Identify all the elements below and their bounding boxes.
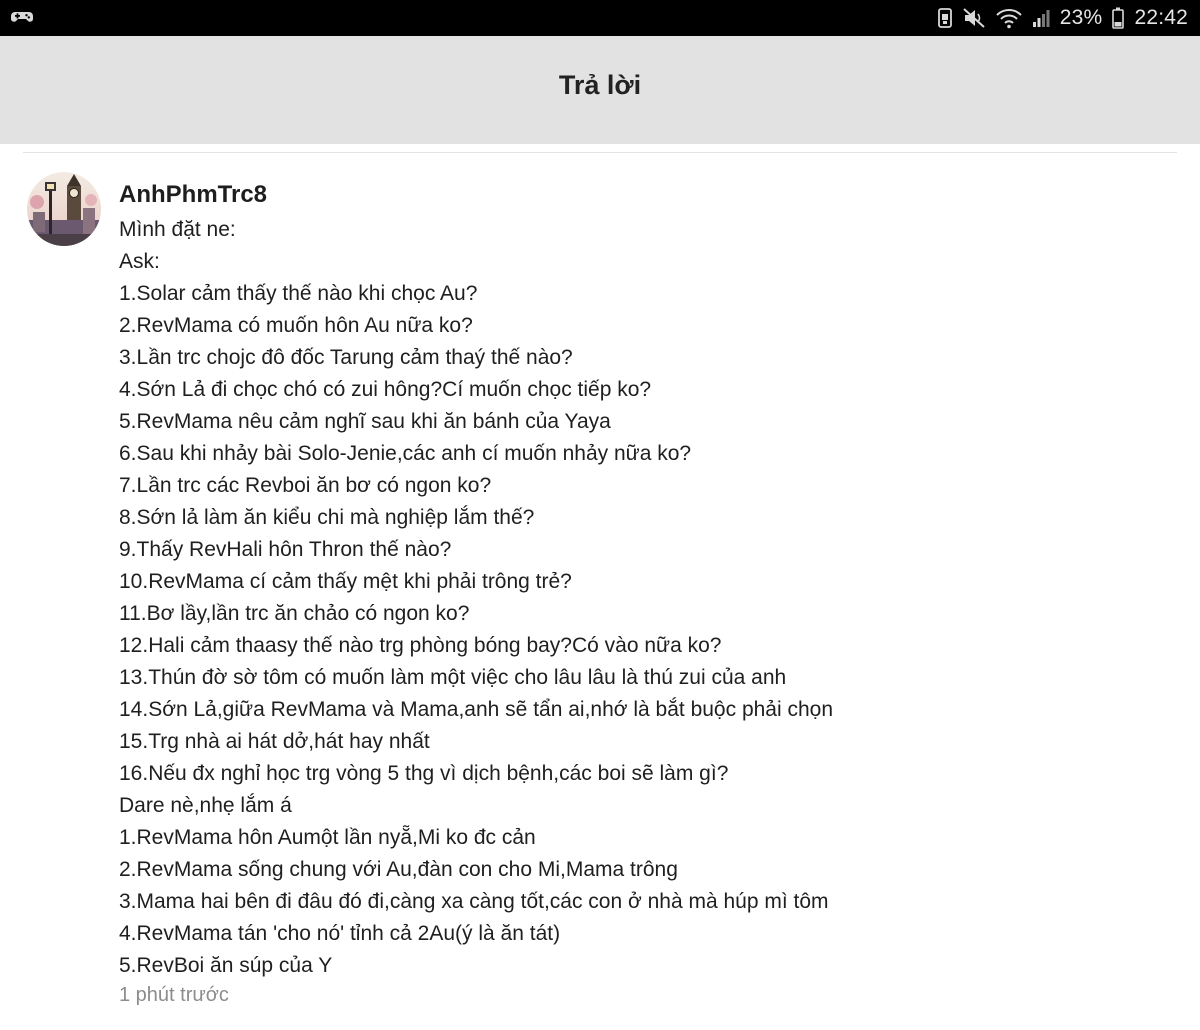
comment-line: 8.Sớn lả làm ăn kiểu chi mà nghiệp lắm thế? [119,506,535,529]
comment-line: 4.RevMama tán 'cho nó' tỉnh cả 2Au(ý là ăn tát) [119,922,561,945]
comment-line: 11.Bơ lầy,lần trc ăn chảo có ngon ko? [119,602,470,625]
username[interactable]: AnhPhmTrc8 [119,181,268,208]
comment-line: 7.Lần trc các Revboi ăn bơ có ngon ko? [119,474,492,497]
comment-line: 6.Sau khi nhảy bài Solo-Jenie,các anh cí muốn nhảy nữa ko? [119,442,692,465]
comment-line: 5.RevBoi ăn súp của Y [119,954,333,977]
comment-line: 3.Mama hai bên đi đâu đó đi,càng xa càng tốt,các con ở nhà mà húp mì tôm [119,890,829,913]
comment-line: 2.RevMama có muốn hôn Au nữa ko? [119,314,473,337]
comment-line: 2.RevMama sống chung với Au,đàn con cho Mi,Mama trông [119,858,678,881]
page-title: Trả lời [558,69,642,100]
mute-icon [962,7,986,29]
status-bar [0,0,1200,36]
comment-line: 9.Thấy RevHali hôn Thron thế nào? [119,538,452,561]
comment-line: 14.Sớn Lả,giữa RevMama và Mama,anh sẽ tẩn ai,nhớ là bắt buộc phải chọn [119,698,834,721]
comment-line: 4.Sớn Lả đi chọc chó có zui hông?Cí muốn chọc tiếp ko? [119,378,652,401]
comment-line: Mình đặt ne: [119,218,236,241]
comment-line: Dare nè,nhẹ lắm á [119,794,292,817]
comment-line: 15.Trg nhà ai hát dở,hát hay nhất [119,730,430,753]
gamepad-icon [10,6,34,33]
battery-icon [1112,7,1124,29]
avatar[interactable] [27,172,101,246]
timestamp: 1 phút trước [119,984,229,1006]
comment [119,176,1179,1008]
comment-line: 13.Thún đờ sờ tôm có muốn làm một việc cho lâu lâu là thú zui của anh [119,666,787,689]
wifi-icon [996,7,1022,29]
app-header [0,36,1200,144]
comment-line: 1.Solar cảm thấy thế nào khi chọc Au? [119,282,478,305]
clock: 22:42 [1134,6,1188,29]
divider [23,152,1177,153]
comment-line: 16.Nếu đx nghỉ học trg vòng 5 thg vì dịch bệnh,các boi sẽ làm gì? [119,762,729,785]
comment-text [119,214,1179,982]
comment-line: Ask: [119,250,160,273]
comment-line: 10.RevMama cí cảm thấy mệt khi phải trông trẻ? [119,570,572,593]
comment-line: 1.RevMama hôn Aumột lần nyẵ,Mi ko đc cản [119,826,536,849]
comment-line: 3.Lần trc chojc đô đốc Tarung cảm thaý thế nào? [119,346,573,369]
comment-line: 5.RevMama nêu cảm nghĩ sau khi ăn bánh của Yaya [119,410,611,433]
battery-percent: 23% [1059,6,1103,29]
nfc-icon [938,8,952,28]
comment-line: 12.Hali cảm thaasy thế nào trg phòng bóng bay?Có vào nữa ko? [119,634,722,657]
signal-icon [1032,8,1050,28]
